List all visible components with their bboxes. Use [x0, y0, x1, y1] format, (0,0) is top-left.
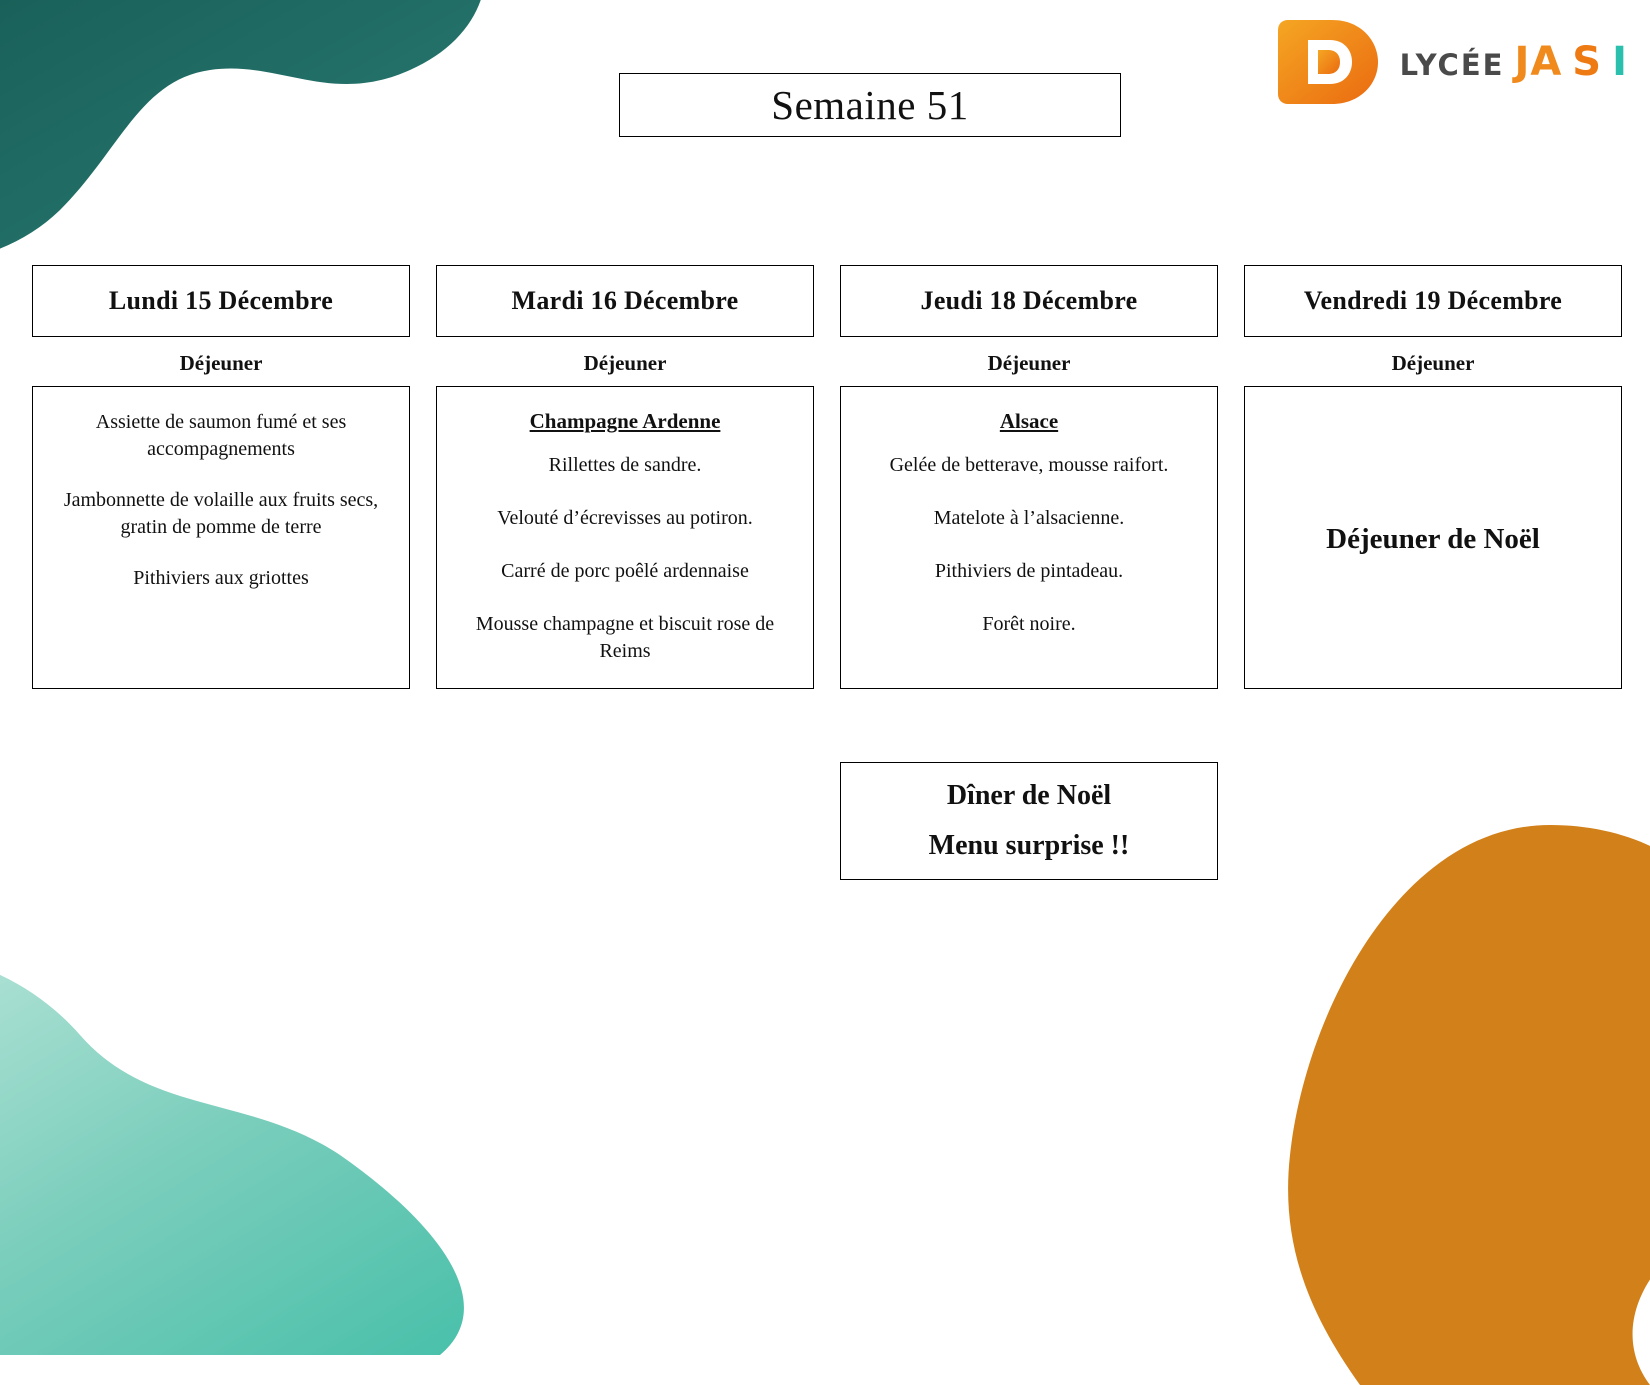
school-logo	[1274, 14, 1628, 110]
day-title: Lundi 15 Décembre	[108, 286, 334, 315]
day-column-lundi	[32, 265, 410, 689]
day-header-lundi	[32, 265, 410, 337]
dish-item: Assiette de saumon fumé et ses accompagnements	[95, 411, 347, 460]
day-header-vendredi	[1244, 265, 1622, 337]
day-column-vendredi	[1244, 265, 1622, 689]
day-title: Vendredi 19 Décembre	[1303, 286, 1563, 315]
day-title: Mardi 16 Décembre	[511, 286, 739, 315]
meal-label-lundi: Déjeuner	[179, 351, 263, 375]
dish-item: Velouté d’écrevisses au potiron.	[497, 507, 753, 529]
dish-item: Gelée de betterave, mousse raifort.	[889, 454, 1169, 476]
dish-item: Pithiviers aux griottes	[133, 567, 309, 589]
day-column-mardi	[436, 265, 814, 689]
christmas-lunch-note: Déjeuner de Noël	[1326, 523, 1540, 555]
day-column-jeudi	[840, 265, 1218, 689]
region-label: Alsace	[999, 409, 1059, 433]
decorative-blob-teal	[0, 0, 530, 280]
dish-item: Jambonnette de volaille aux fruits secs, gratin de pomme de terre	[63, 489, 379, 538]
dish-item: Forêt noire.	[982, 613, 1076, 635]
menu-box-mardi	[436, 386, 814, 689]
meal-label-vendredi: Déjeuner	[1391, 351, 1475, 375]
logo-i-text: I	[1612, 39, 1628, 85]
logo-ja-text: JA	[1514, 39, 1563, 85]
dish-item: Mousse champagne et biscuit rose de Reims	[475, 613, 775, 662]
dish-item: Matelote à l’alsacienne.	[933, 507, 1125, 529]
day-header-mardi	[436, 265, 814, 337]
logo-s-text: S	[1572, 39, 1603, 85]
menu-box-vendredi	[1244, 386, 1622, 689]
day-header-jeudi	[840, 265, 1218, 337]
dish-item: Pithiviers de pintadeau.	[934, 560, 1124, 582]
meal-label-jeudi: Déjeuner	[987, 351, 1071, 375]
menu-box-jeudi	[840, 386, 1218, 689]
dish-item: Carré de porc poêlé ardennaise	[501, 560, 749, 582]
dinner-subtitle: Menu surprise !!	[928, 830, 1130, 861]
decorative-blob-mint	[0, 925, 580, 1355]
page-title: Semaine 51	[771, 82, 969, 128]
christmas-dinner-box	[840, 762, 1218, 880]
logo-lycee-text: LYCÉE	[1399, 48, 1505, 82]
day-title: Jeudi 18 Décembre	[920, 286, 1138, 315]
week-title-box	[619, 73, 1121, 137]
dinner-title: Dîner de Noël	[946, 780, 1112, 811]
jasi-d-logo-icon	[1274, 14, 1382, 110]
meal-label-mardi: Déjeuner	[583, 351, 667, 375]
dish-item: Rillettes de sandre.	[548, 454, 702, 476]
menu-box-lundi	[32, 386, 410, 689]
region-label: Champagne Ardenne	[529, 409, 721, 433]
decorative-blob-orange	[1250, 825, 1650, 1385]
